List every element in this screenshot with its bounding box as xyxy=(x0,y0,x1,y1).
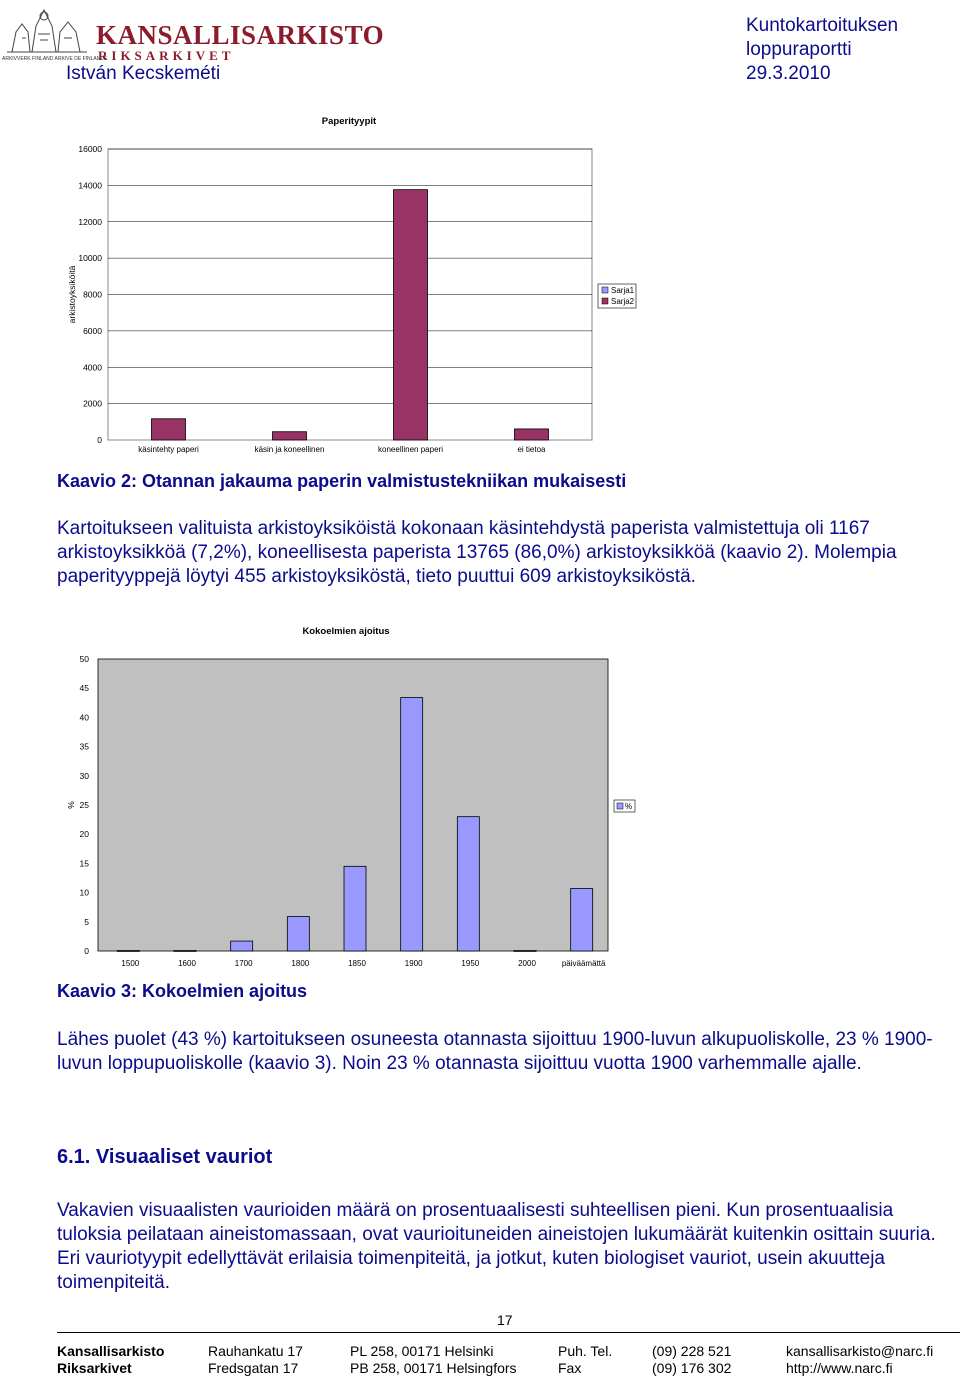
figure-caption-3: Kaavio 3: Kokoelmien ajoitus xyxy=(57,981,308,1001)
page-number: 17 xyxy=(497,1312,513,1328)
y-tick-label: 25 xyxy=(79,800,89,810)
footer-pobox-sv: PB 258, 00171 Helsingfors xyxy=(350,1360,517,1376)
y-tick-label: 12000 xyxy=(78,216,102,227)
report-date: 29.3.2010 xyxy=(746,63,831,84)
y-tick-label: 15 xyxy=(79,858,89,869)
bar xyxy=(401,698,423,951)
footer-street-sv: Fredsgatan 17 xyxy=(208,1360,299,1376)
y-tick-label: 6000 xyxy=(83,325,102,336)
bar xyxy=(231,941,253,951)
y-tick-label: 0 xyxy=(84,946,89,956)
report-title xyxy=(746,14,898,62)
x-tick-label: 2000 xyxy=(518,959,536,968)
archive-emblem-icon xyxy=(2,2,92,58)
y-axis-label: arkistoyksiköitä xyxy=(67,265,77,324)
paragraph-dating: Lähes puolet (43 %) kartoitukseen osuneesta otannasta sijoittuu 1900-luvun alkupuoliskolle, 23 % 1900-luvun loppupuoliskolle (kaavio 3). Noin 23 % otannasta sijoittuu vuotta 1900 varhemmalle ajalle. xyxy=(57,1029,933,1074)
chart-title: Paperityypit xyxy=(321,116,377,127)
author: István Kecskeméti xyxy=(66,63,221,84)
y-tick-label: 10 xyxy=(79,887,89,898)
x-tick-label: 1900 xyxy=(404,959,423,968)
x-tick-label: 1800 xyxy=(291,959,310,968)
footer-fax-label: Fax xyxy=(558,1360,582,1376)
footer-org-sv: Riksarkivet xyxy=(57,1360,132,1376)
bar xyxy=(457,817,479,951)
x-tick-label: käsin ja koneellinen xyxy=(254,445,325,454)
bar xyxy=(273,432,307,440)
x-tick-label: 1500 xyxy=(121,959,140,968)
x-tick-label: käsintehty paperi xyxy=(138,445,199,454)
footer-email[interactable]: kansallisarkisto@narc.fi xyxy=(786,1343,934,1359)
y-tick-label: 50 xyxy=(79,654,89,664)
bar xyxy=(117,950,139,951)
y-tick-label: 40 xyxy=(79,712,89,723)
bar xyxy=(344,866,366,951)
y-axis-label: % xyxy=(66,801,76,809)
legend-label: Sarja1 xyxy=(611,286,635,295)
x-tick-label: ei tietoa xyxy=(517,445,546,454)
collection-dating-chart xyxy=(0,618,960,974)
y-tick-label: 20 xyxy=(79,829,89,840)
y-tick-label: 30 xyxy=(79,770,89,781)
bar xyxy=(394,190,428,440)
footer-pobox-fi: PL 258, 00171 Helsinki xyxy=(350,1343,494,1359)
x-tick-label: koneellinen paperi xyxy=(378,445,443,454)
paper-types-chart xyxy=(0,100,960,462)
legend-swatch xyxy=(602,287,608,293)
x-tick-label: 1850 xyxy=(348,959,366,968)
logo-name: KANSALLISARKISTO xyxy=(96,20,385,50)
report-title-line2: loppuraportti xyxy=(746,39,852,60)
bar xyxy=(152,419,186,440)
report-title-line1: Kuntokartoituksen xyxy=(746,15,899,36)
logo-subname: RIKSARKIVET xyxy=(98,48,235,63)
footer-org-fi: Kansallisarkisto xyxy=(57,1343,165,1359)
bar xyxy=(515,429,549,440)
logo-caption: ARKIVVERK FINLAND ARKIVE DE FINLANDE xyxy=(2,56,108,62)
y-tick-label: 35 xyxy=(79,741,89,752)
paragraph-damage: Vakavien visuaalisten vaurioiden määrä on prosentuaalisesti suhteellisen pieni. Kun prosentuaalisia tuloksia peilataan aineistomassaan, ovat vaurioituneiden aineistojen lukumäärät kuitenkin osittain suuria. Eri vauriotyypit edellyttävät erilaisia toimenpiteitä, ja jotkut, kuten biologiset vauriot, usein akuutteja toimenpiteitä. xyxy=(57,1200,936,1293)
bar xyxy=(174,950,196,951)
bar xyxy=(287,917,309,951)
x-tick-label: päiväämättä xyxy=(561,959,606,968)
section-heading: 6.1. Visuaaliset vauriot xyxy=(57,1146,273,1168)
y-tick-label: 0 xyxy=(97,435,102,445)
bar xyxy=(571,889,593,951)
footer-street-fi: Rauhankatu 17 xyxy=(208,1343,303,1359)
footer-website[interactable]: http://www.narc.fi xyxy=(786,1360,893,1376)
y-tick-label: 16000 xyxy=(78,144,102,154)
y-tick-label: 10000 xyxy=(78,253,102,264)
y-tick-label: 14000 xyxy=(78,180,102,191)
x-tick-label: 1600 xyxy=(178,959,196,968)
y-tick-label: 4000 xyxy=(83,362,102,373)
logo xyxy=(2,2,385,64)
bar xyxy=(514,950,536,951)
footer-phone-label: Puh. Tel. xyxy=(558,1343,613,1359)
legend-label: % xyxy=(625,802,633,811)
footer-fax: (09) 176 302 xyxy=(652,1360,732,1376)
chart-title: Kokoelmien ajoitus xyxy=(302,626,390,637)
paragraph-paper-types: Kartoitukseen valituista arkistoyksiköistä kokonaan käsintehdystä paperista valmistettuja oli 1167 arkistoyksikköä (7,2%), koneellisesta paperista 13765 (86,0%) arkistoyksikköä (kaavio 2). Molempia paperityyppejä löytyi 455 arkistoyksiköstä, tieto puuttui 609 arkistoyksiköstä. xyxy=(57,518,897,587)
y-tick-label: 2000 xyxy=(83,398,102,409)
footer-divider xyxy=(57,1332,960,1333)
y-tick-label: 45 xyxy=(79,683,89,694)
x-tick-label: 1700 xyxy=(234,959,253,968)
y-tick-label: 8000 xyxy=(83,289,102,300)
x-tick-label: 1950 xyxy=(461,959,480,968)
figure-caption-2: Kaavio 2: Otannan jakauma paperin valmistustekniikan mukaisesti xyxy=(57,471,627,491)
footer-phone: (09) 228 521 xyxy=(652,1343,732,1359)
legend-label: Sarja2 xyxy=(611,297,635,306)
legend-swatch xyxy=(617,803,623,809)
y-tick-label: 5 xyxy=(84,916,89,927)
legend-swatch xyxy=(602,298,608,304)
